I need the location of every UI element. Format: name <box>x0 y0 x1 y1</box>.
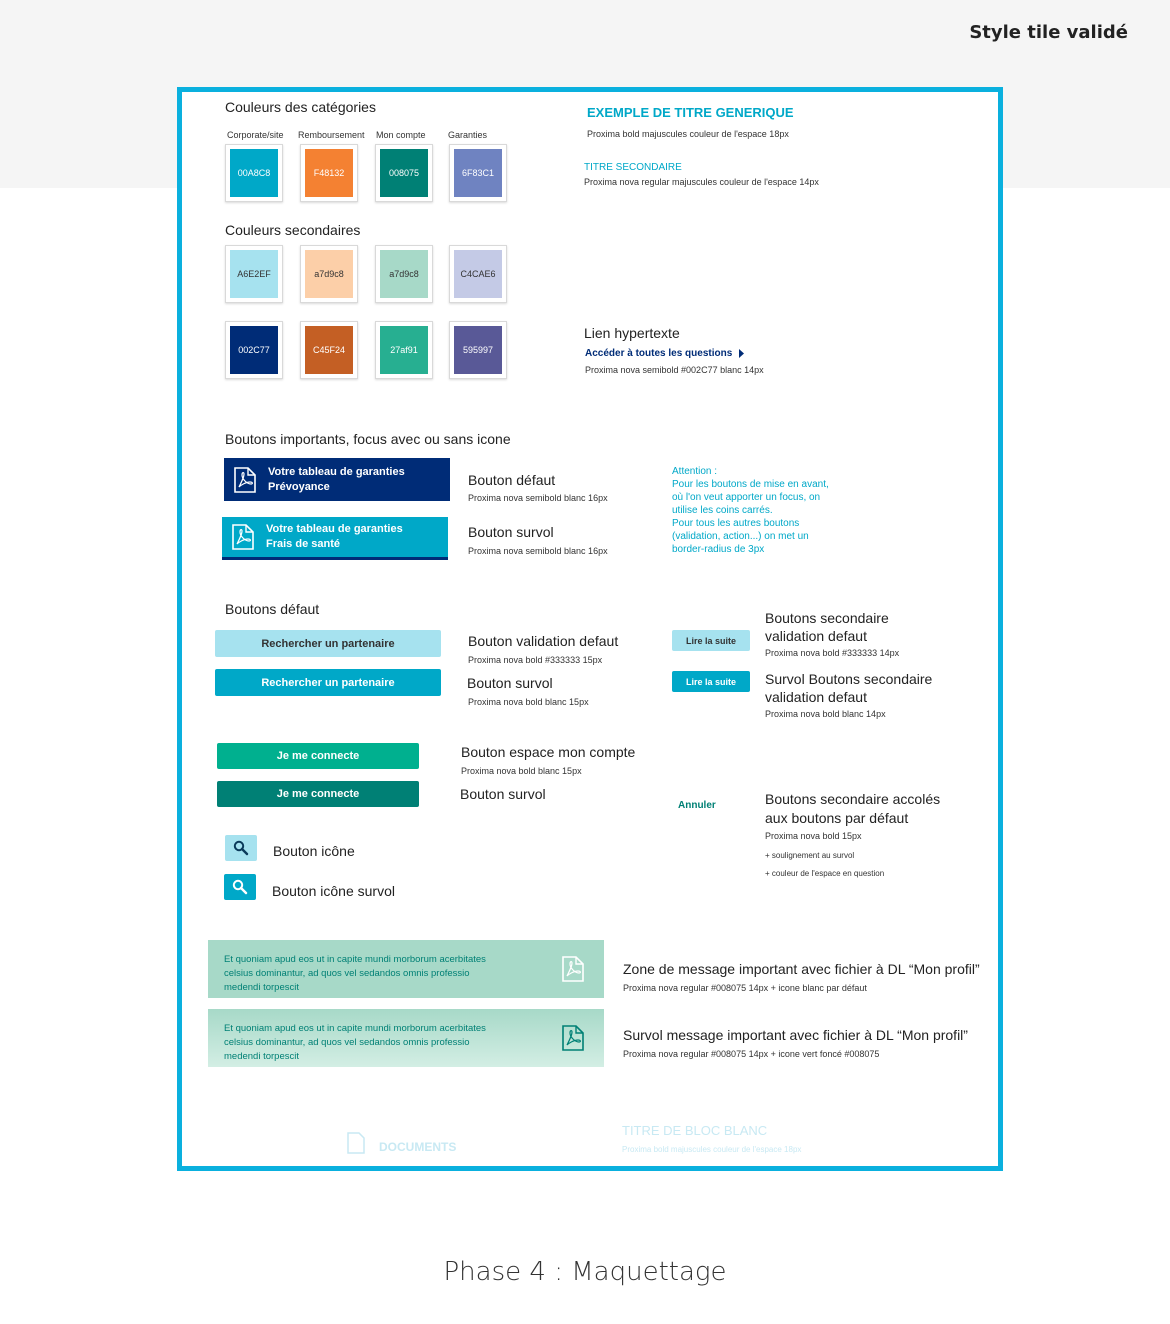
guarantee-health-button[interactable] <box>222 517 448 560</box>
icon-hover-button-label: Bouton icône survol <box>272 883 395 899</box>
cancel-link[interactable]: Annuler <box>678 800 716 811</box>
pdf-file-icon <box>232 524 254 550</box>
search-icon <box>232 879 248 895</box>
default-buttons-title: Boutons défaut <box>225 601 320 617</box>
column-label-remboursement: Remboursement <box>298 130 365 140</box>
swatch-dark-blue: 002C77 <box>225 321 283 379</box>
search-partner-button[interactable]: Rechercher un partenaire <box>215 630 441 657</box>
guarantee-prevoyance-button[interactable] <box>224 458 450 501</box>
account-button-spec: Proxima nova bold blanc 15px <box>461 766 582 776</box>
message-line: medendi torpescit <box>224 1051 299 1062</box>
message-hover-spec: Proxima nova regular #008075 14px + icone vert foncé #008075 <box>623 1049 880 1059</box>
search-partner-hover-button[interactable]: Rechercher un partenaire <box>215 669 441 696</box>
important-message-zone <box>208 940 604 998</box>
guarantee-prevoyance-line2: Prévoyance <box>268 480 330 493</box>
subtitle-spec: Proxima nova regular majuscules couleur de l'espace 14px <box>584 177 819 187</box>
secondary-validation-line1: Boutons secondaire <box>765 610 889 626</box>
attention-line: Pour les boutons de mise en avant, <box>672 479 829 490</box>
message-line: Et quoniam apud eos ut in capite mundi morborum acerbitates <box>224 954 486 965</box>
attention-line: où l'on veut apporter un focus, on <box>672 492 821 503</box>
swatch-mon-compte: 008075 <box>375 144 433 202</box>
guarantee-prevoyance-line1: Votre tableau de garanties <box>268 465 405 478</box>
icon-button-label: Bouton icône <box>273 843 355 859</box>
categories-title: Couleurs des catégories <box>225 99 376 115</box>
swatch-dark-orange: C45F24 <box>300 321 358 379</box>
secondary-validation-line2: validation defaut <box>765 628 867 644</box>
column-label-garanties: Garanties <box>448 130 488 140</box>
documents-faded-text: DOCUMENTS <box>379 1140 457 1154</box>
guarantee-health-line2: Frais de santé <box>266 538 340 550</box>
attention-line: border-radius de 3px <box>672 544 765 555</box>
connect-button[interactable]: Je me connecte <box>217 743 419 769</box>
pdf-download-icon[interactable] <box>562 1025 584 1056</box>
block-title-faded-spec: Proxima bold majuscules couleur de l'espace 18px <box>622 1145 802 1154</box>
message-line: celsius dominantur, ad quos vel sedandos omnis professio <box>224 968 470 979</box>
read-more-hover-button[interactable]: Lire la suite <box>672 671 750 692</box>
default-button-spec: Proxima nova semibold blanc 16px <box>468 493 608 503</box>
important-message-zone-hover <box>208 1009 604 1067</box>
attention-note <box>672 465 829 556</box>
icon-hover-button[interactable] <box>224 874 256 900</box>
message-hover-label: Survol message important avec fichier à DL “Mon profil” <box>623 1027 968 1043</box>
message-zone-label: Zone de message important avec fichier à DL “Mon profil” <box>623 961 980 977</box>
attached-buttons-line2: aux boutons par défaut <box>765 810 909 826</box>
swatch-light-orange: a7d9c8 <box>300 245 358 303</box>
swatch-corporate: 00A8C8 <box>225 144 283 202</box>
message-line: Et quoniam apud eos ut in capite mundi morborum acerbitates <box>224 1023 486 1034</box>
hover-button-label: Bouton survol <box>468 524 554 540</box>
swatch-dark-green: 27af91 <box>375 321 433 379</box>
attention-line: utilise les coins carrés. <box>672 505 773 516</box>
secondary-hover-spec: Proxima nova bold blanc 14px <box>765 709 886 719</box>
column-label-mon-compte: Mon compte <box>376 130 426 140</box>
validation-hover-label: Bouton survol <box>467 675 553 691</box>
validation-hover-spec: Proxima nova bold blanc 15px <box>468 697 589 707</box>
icon-button[interactable] <box>225 835 257 861</box>
documents-faded-heading <box>347 1132 456 1154</box>
search-icon <box>233 840 249 856</box>
phase-caption: Phase 4 : Maquettage <box>443 1257 727 1287</box>
page-corner-title: Style tile validé <box>969 22 1128 43</box>
secondary-hover-line1: Survol Boutons secondaire <box>765 671 933 687</box>
message-line: celsius dominantur, ad quos vel sedandos omnis professio <box>224 1037 470 1048</box>
pdf-download-icon[interactable] <box>562 956 584 987</box>
message-line: medendi torpescit <box>224 982 299 993</box>
attention-line: (validation, action...) on met un <box>672 531 809 542</box>
attention-line: Pour tous les autres boutons <box>672 518 800 529</box>
attached-buttons-label <box>765 790 940 828</box>
swatch-garanties: 6F83C1 <box>449 144 507 202</box>
hyperlink-text[interactable]: Accéder à toutes les questions <box>585 348 733 359</box>
title-spec: Proxima bold majuscules couleur de l'espace 18px <box>587 129 789 139</box>
hyperlink-example[interactable] <box>585 348 746 359</box>
document-icon <box>347 1132 365 1154</box>
secondary-hover-label <box>765 670 932 706</box>
secondary-validation-label <box>765 609 889 645</box>
account-button-label: Bouton espace mon compte <box>461 744 636 760</box>
secondary-validation-spec: Proxima nova bold #333333 14px <box>765 648 900 658</box>
swatch-light-purple: C4CAE6 <box>449 245 507 303</box>
swatch-light-blue: A6E2EF <box>225 245 283 303</box>
attention-line: Attention : <box>672 466 718 477</box>
title-example: EXEMPLE DE TITRE GENERIQUE <box>587 105 794 120</box>
subtitle-example: TITRE SECONDAIRE <box>584 162 682 173</box>
secondary-colors-title: Couleurs secondaires <box>225 222 361 238</box>
pdf-file-icon <box>234 467 256 493</box>
column-label-corporate: Corporate/site <box>227 130 284 140</box>
connect-hover-button[interactable]: Je me connecte <box>217 781 419 807</box>
attached-buttons-spec: Proxima nova bold 15px <box>765 831 862 841</box>
attached-buttons-line1: Boutons secondaire accolés <box>765 791 941 807</box>
attached-buttons-note2: + couleur de l'espace en question <box>765 869 885 878</box>
attached-buttons-note1: + soulignement au survol <box>765 851 855 860</box>
hover-button-spec: Proxima nova semibold blanc 16px <box>468 546 608 556</box>
caret-right-icon <box>738 349 746 358</box>
swatch-remboursement: F48132 <box>300 144 358 202</box>
hyperlink-spec: Proxima nova semibold #002C77 blanc 14px <box>585 365 764 375</box>
important-buttons-title: Boutons importants, focus avec ou sans icone <box>225 431 511 447</box>
message-zone-spec: Proxima nova regular #008075 14px + icone blanc par défaut <box>623 983 867 993</box>
validation-button-spec: Proxima nova bold #333333 15px <box>468 655 603 665</box>
block-title-faded: TITRE DE BLOC BLANC <box>622 1123 768 1138</box>
style-tile-frame <box>177 87 1003 1171</box>
account-hover-label: Bouton survol <box>460 786 546 802</box>
swatch-dark-purple: 595997 <box>449 321 507 379</box>
validation-button-label: Bouton validation defaut <box>468 633 619 649</box>
hyperlink-title: Lien hypertexte <box>584 325 680 341</box>
read-more-button[interactable]: Lire la suite <box>672 630 750 651</box>
default-button-label: Bouton défaut <box>468 472 556 488</box>
swatch-light-green: a7d9c8 <box>375 245 433 303</box>
secondary-hover-line2: validation defaut <box>765 689 867 705</box>
guarantee-health-line1: Votre tableau de garanties <box>266 523 403 535</box>
